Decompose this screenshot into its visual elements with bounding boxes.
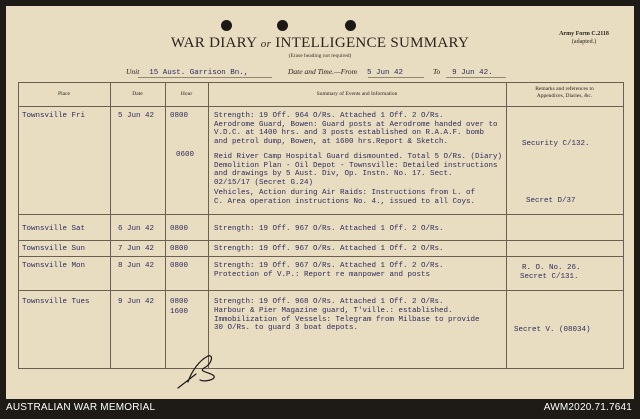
date-cell: 7 Jun 42 (118, 245, 155, 253)
header-remarks (506, 86, 623, 100)
title-war-diary: WAR DIARY (170, 35, 257, 51)
place-cell: Townsville Tues (22, 298, 90, 306)
header-hour: Hour (180, 91, 193, 97)
place-cell: Townsville Sun (22, 245, 86, 253)
row-rule (18, 256, 624, 257)
summary-cell: Strength: 19 Off. 968 O/Rs. Attached 1 Off. 2 O/Rs. (214, 298, 444, 306)
date-to-value: 9 Jun 42. (452, 69, 493, 77)
remarks-cell: Secret C/131. (520, 273, 579, 281)
table-left-border (18, 82, 19, 369)
summary-cell: Strength: 19 Off. 967 O/Rs. Attached 1 Off. 2 O/Rs. Protection of V.P.: Report re manpower and posts (214, 262, 444, 279)
signature-initials (174, 352, 220, 392)
date-cell: 9 Jun 42 (118, 298, 155, 306)
army-form-number (546, 30, 622, 46)
hour-cell: 1600 (170, 308, 189, 316)
form-subtitle: (Erase heading not required) (288, 53, 352, 59)
hour-cell: 0800 (170, 225, 189, 233)
date-to-field (433, 67, 493, 77)
table-bottom-rule (18, 368, 624, 369)
remarks-cell: Security C/132. (522, 140, 590, 148)
table-top-rule (18, 82, 624, 83)
table-right-border (623, 82, 624, 369)
unit-value: 15 Aust. Garrison Bn., (149, 69, 249, 77)
col-rule-date (165, 82, 166, 369)
summary-cell: Strength: 19 Off. 967 O/Rs. Attached 1 Off. 2 O/Rs. (214, 245, 444, 253)
unit-underline (138, 77, 272, 78)
remarks-cell: R. O. No. 26. (522, 264, 581, 272)
unit-field (126, 67, 248, 77)
hour-cell: 0800 (170, 112, 189, 120)
remarks-cell: Secret V. (08034) (514, 326, 591, 334)
to-underline (446, 77, 506, 78)
header-place: Place (58, 91, 70, 97)
title-intelligence-summary: INTELLIGENCE SUMMARY (275, 35, 470, 51)
title-or: or (260, 38, 272, 50)
hour-cell: 0800 (170, 245, 189, 253)
hour-cell: 0800 (170, 298, 189, 306)
date-from-value: 5 Jun 42 (366, 69, 403, 77)
form-title (6, 35, 634, 52)
date-to-label: To (433, 67, 441, 76)
remarks-cell: Secret D/37 (526, 197, 576, 205)
row-rule (18, 290, 624, 291)
col-rule-hour (208, 82, 209, 369)
from-underline (368, 77, 424, 78)
footer-institution: AUSTRALIAN WAR MEMORIAL (6, 402, 156, 413)
row-rule (18, 240, 624, 241)
header-date: Date (132, 91, 143, 97)
date-cell: 8 Jun 42 (118, 262, 155, 270)
date-label: Date and Time.—From (288, 67, 358, 76)
header-remarks-line-2: Appendices, Diaries, &c. (536, 93, 593, 99)
army-form-label: Army Form C.2118 (559, 31, 609, 37)
summary-cell: Strength: 19 Off. 967 O/Rs. Attached 1 Off. 2 O/Rs. (214, 225, 444, 233)
place-cell: Townsville Fri (22, 112, 86, 120)
place-cell: Townsville Sat (22, 225, 86, 233)
hour-cell: 0800 (170, 262, 189, 270)
hour-cell: 0600 (176, 151, 195, 159)
unit-label: Unit (126, 67, 140, 76)
col-rule-place (110, 82, 111, 369)
header-summary: Summary of Events and Information (316, 91, 398, 97)
summary-cell: Vehicles, Action during Air Raids: Instructions from L. of C. Area operation instructions No. 4., issued to all Coys. (214, 189, 476, 206)
punch-hole-middle (277, 20, 288, 31)
header-remarks-line-1: Remarks and references to (535, 86, 594, 92)
date-cell: 6 Jun 42 (118, 225, 155, 233)
row-rule (18, 214, 624, 215)
summary-cell: Harbour & Pier Magazine guard, T'ville.: established. Immobilization of Vessels: Telegram from Milbase to provide 30 O/Rs. to guard 3 boat depots. (214, 307, 480, 332)
date-cell: 5 Jun 42 (118, 112, 155, 120)
footer-accession-number: AWM2020.71.7641 (543, 402, 632, 413)
summary-cell: Strength: 19 Off. 964 O/Rs. Attached 1 Off. 2 O/Rs. Aerodrome Guard, Bowen: Guard posts at Aerodrome handed over to V.D.C. at 1400 hrs. and 3 posts established on R.A.A.F. bomb and petrol dump, Bowen, at 1600 hrs.Report & Sketch. (214, 112, 498, 146)
war-diary-sheet (6, 6, 634, 399)
punch-hole-right (345, 20, 356, 31)
date-field (288, 67, 403, 77)
army-form-adapted: (adapted.) (571, 39, 597, 45)
punch-hole-left (221, 20, 232, 31)
place-cell: Townsville Mon (22, 262, 86, 270)
table-header-rule (18, 106, 624, 107)
summary-cell: Reid River Camp Hospital Guard dismounted. Total 5 O/Rs. (Diary) Demolition Plan - Oil Depot - Townsville: Detailed instructions and drawings by 5 Aust. Div, Op. Instn. No. 17. Sect. 02/15/17 (Secret G.24) (214, 153, 503, 187)
col-rule-summary (506, 82, 507, 369)
